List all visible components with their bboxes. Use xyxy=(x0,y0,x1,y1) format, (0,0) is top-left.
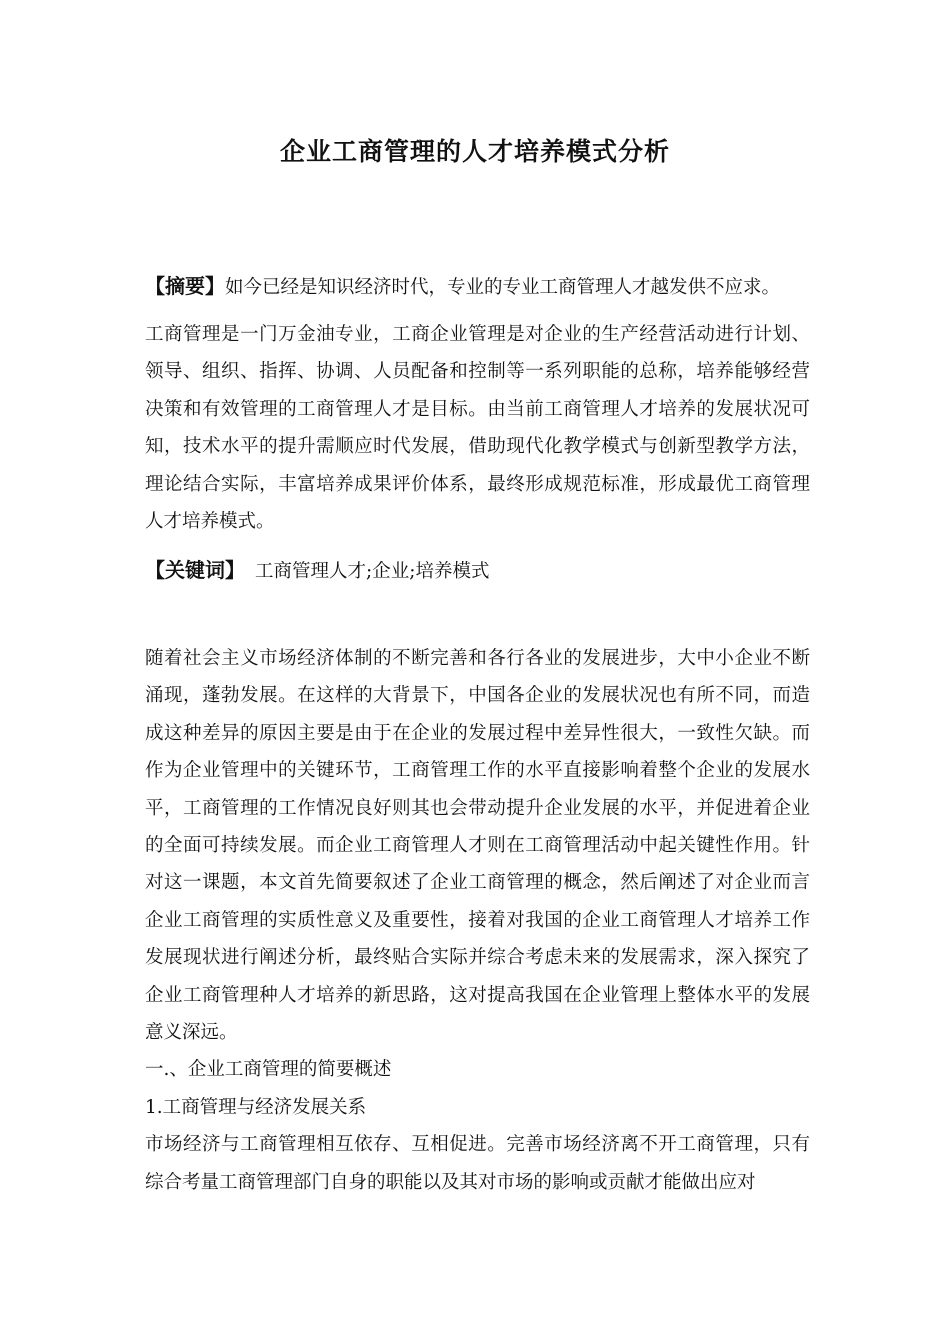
keywords-value: 工商管理人才;企业;培养模式 xyxy=(255,561,490,582)
document-title: 企业工商管理的人才培养模式分析 xyxy=(279,137,670,166)
subsection-heading: 1.工商管理与经济发展关系 xyxy=(145,1096,367,1118)
abstract-first-sentence: 如今已经是知识经济时代，专业的专业工商管理人才越发供不应求。 xyxy=(225,277,781,298)
abstract-label: 【摘要】 xyxy=(145,274,225,298)
intro-paragraph: 随着社会主义市场经济体制的不断完善和各行各业的发展进步，大中小企业不断涌现，蓬勃发展。在这样的大背景下，中国各企业的发展状况也有所不同，而造成这种差异的原因主要是由于在企业的发展过程中差异性很大，一致性欠缺。而作为企业管理中的关键环节，工商管理工作的水平直接影响着整个企业的发展水平，工商管理的工作情况良好则其也会带动提升企业发展的水平，并促进着企业的全面可持续发展。而企业工商管理人才则在工商管理活动中起关键性作用。针对这一课题，本文首先简要叙述了企业工商管理的概念，然后阐述了对企业而言企业工商管理的实质性意义及重要性，接着对我国的企业工商管理人才培养工作发展现状进行阐述分析，最终贴合实际并综合考虑未来的发展需求，深入探究了企业工商管理种人才培养的新思路，这对提高我国在企业管理上整体水平的发展意义深远。 xyxy=(145,648,810,1044)
keywords-label: 【关键词】 xyxy=(145,558,245,582)
abstract-first-line xyxy=(145,268,810,306)
keywords-line xyxy=(145,552,810,590)
abstract-body: 工商管理是一门万金油专业，工商企业管理是对企业的生产经营活动进行计划、领导、组织、指挥、协调、人员配备和控制等一系列职能的总称，培养能够经营决策和有效管理的工商管理人才是目标。由当前工商管理人才培养的发展状况可知，技术水平的提升需顺应时代发展，借助现代化教学模式与创新型教学方法，理论结合实际，丰富培养成果评价体系，最终形成规范标准，形成最优工商管理人才培养模式。 xyxy=(145,324,810,533)
main-body xyxy=(145,640,810,1201)
section-paragraph: 市场经济与工商管理相互依存、互相促进。完善市场经济离不开工商管理，只有综合考量工商管理部门自身的职能以及其对市场的影响或贡献才能做出应对 xyxy=(145,1134,810,1193)
section-heading: 一.、企业工商管理的简要概述 xyxy=(145,1059,392,1081)
